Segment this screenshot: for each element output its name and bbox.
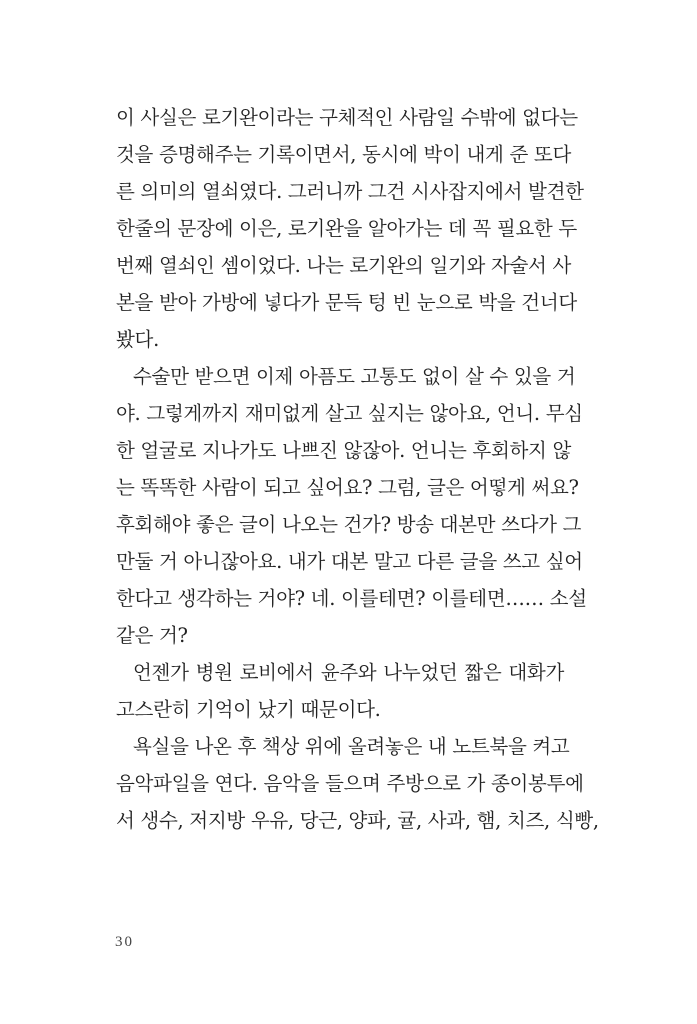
text-line: 수술만 받으면 이제 아픔도 고통도 없이 살 수 있을 거 [133, 365, 576, 388]
text-line: 이 사실은 로기완이라는 구체적인 사람일 수밖에 없다는 [116, 106, 578, 129]
page-number: 30 [115, 934, 134, 950]
text-line: 욕실을 나온 후 책상 위에 올려놓은 내 노트북을 켜고 [133, 735, 570, 758]
text-line: 언젠가 병원 로비에서 윤주와 나누었던 짧은 대화가 [133, 661, 564, 684]
paragraph-2 [116, 358, 587, 654]
paragraph-3 [116, 654, 564, 728]
text-line: 본을 받아 가방에 넣다가 문득 텅 빈 눈으로 박을 건너다 [116, 291, 577, 314]
text-line: 야. 그렇게까지 재미없게 살고 싶지는 않아요, 언니. 무심 [116, 402, 583, 425]
text-line: 것을 증명해주는 기록이면서, 동시에 박이 내게 준 또다 [116, 143, 572, 166]
text-line: 른 의미의 열쇠였다. 그러니까 그건 시사잡지에서 발견한 [116, 180, 584, 203]
text-line: 한줄의 문장에 이은, 로기완을 알아가는 데 꼭 필요한 두 [116, 217, 577, 240]
text-line: 봤다. [116, 328, 159, 351]
text-line: 고스란히 기억이 났기 때문이다. [116, 698, 381, 721]
text-line: 번째 열쇠인 셈이었다. 나는 로기완의 일기와 자술서 사 [116, 254, 572, 277]
text-line: 한 얼굴로 지나가도 나쁘진 않잖아. 언니는 후회하지 않 [116, 439, 572, 462]
text-line: 같은 거? [116, 624, 188, 647]
text-line: 한다고 생각하는 거야? 네. 이를테면? 이를테면…… 소설 [116, 587, 587, 610]
text-line: 만둘 거 아니잖아요. 내가 대본 말고 다른 글을 쓰고 싶어 [116, 550, 583, 573]
text-line: 서 생수, 저지방 우유, 당근, 양파, 귤, 사과, 햄, 치즈, 식빵, [116, 809, 599, 832]
text-line: 음악파일을 연다. 음악을 들으며 주방으로 가 종이봉투에 [116, 772, 584, 795]
paragraph-1 [116, 99, 584, 358]
body-text [116, 99, 599, 839]
text-line: 는 똑똑한 사람이 되고 싶어요? 그럼, 글은 어떻게 써요? [116, 476, 579, 499]
paragraph-4 [116, 728, 599, 839]
text-line: 후회해야 좋은 글이 나오는 건가? 방송 대본만 쓰다가 그 [116, 513, 582, 536]
